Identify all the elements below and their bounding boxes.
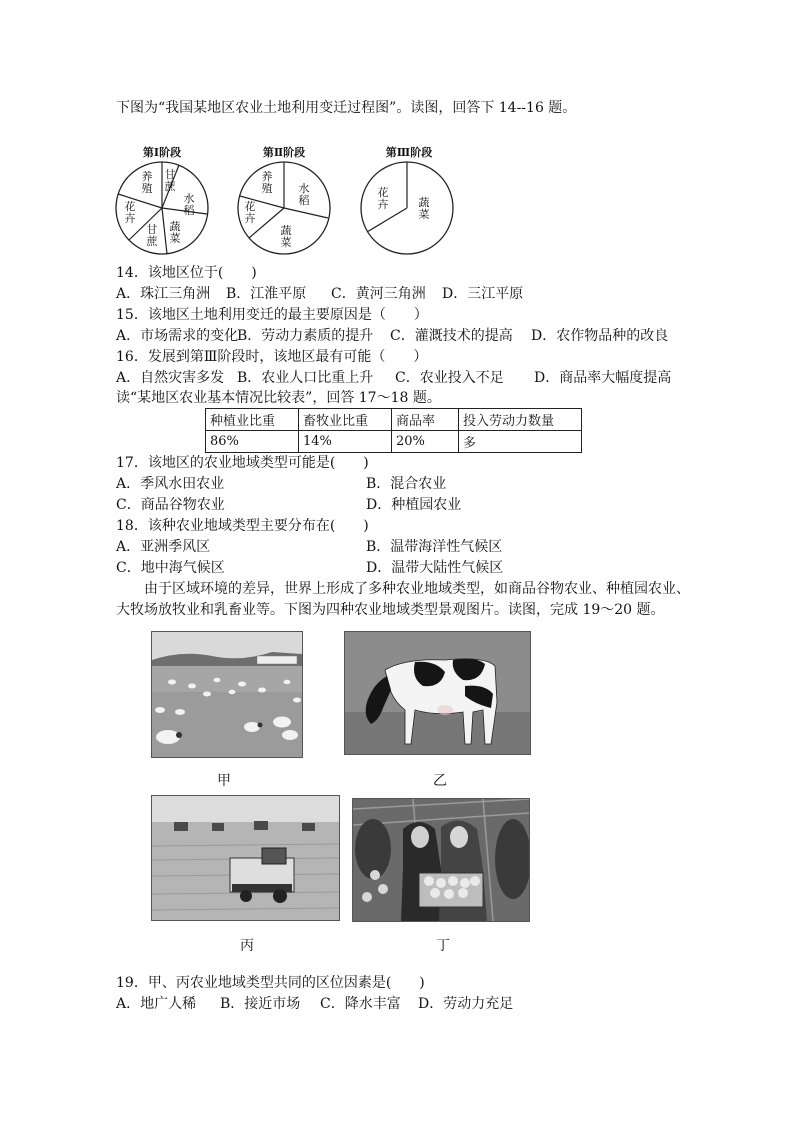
q17-option-c: C．商品谷物农业 (116, 497, 225, 513)
svg-text:稻: 稻 (298, 194, 310, 207)
comparison-table (205, 408, 582, 453)
table-header-row (206, 409, 582, 431)
pie3-title: 第Ⅲ阶段 (385, 146, 433, 159)
q17-option-b: B．混合农业 (366, 476, 447, 492)
table-row (206, 431, 582, 453)
q19-option-a: A．地广人稀 (116, 996, 197, 1012)
svg-text:蔗: 蔗 (146, 235, 158, 248)
q19-option-d: D．劳动力充足 (418, 996, 514, 1012)
q16-option-d: D．商品率大幅度提高 (534, 370, 672, 386)
question-14-options (116, 284, 523, 304)
q15-option-c: C．灌溉技术的提高 (390, 328, 513, 344)
paragraph-line-1: 由于区域环境的差异，世界上形成了多种农业地域类型，如商品谷物农业、种植园农业、 (144, 581, 690, 597)
q18-option-d: D．温带大陆性气候区 (366, 560, 504, 576)
q16-option-c: C．农业投入不足 (395, 370, 504, 386)
pie1-label-shuidao: 水 (183, 192, 195, 205)
table-header-cell: 畜牧业比重 (299, 409, 392, 431)
intro-text-2: 读“某地区农业基本情况比较表”，回答 17～18 题。 (116, 390, 441, 406)
q19-option-b: B．接近市场 (220, 996, 301, 1012)
pie2-label-shuidao: 水 (298, 182, 310, 195)
paragraph-line-2: 大牧场放牧业和乳畜业等。下图为四种农业地域类型景观图片。读图，完成 19～20 题。 (116, 602, 665, 618)
photo-dairy-cow (344, 631, 531, 755)
q18-option-a: A．亚洲季风区 (116, 539, 211, 555)
pie2-title: 第Ⅱ阶段 (262, 146, 306, 159)
q18-option-c: C．地中海气候区 (116, 560, 225, 576)
q17-option-d: D．种植园农业 (366, 497, 462, 513)
q16-option-a: A．自然灾害多发 (116, 370, 225, 386)
q15-option-b: B．劳动力素质的提升 (237, 328, 374, 344)
q18-option-b: B．温带海洋性气候区 (366, 539, 503, 555)
question-18: 18．该种农业地域类型主要分布在( ) (116, 518, 369, 534)
question-19-options (116, 994, 513, 1014)
q17-option-a: A．季风水田农业 (116, 476, 225, 492)
pie1-title: 第Ⅰ阶段 (142, 146, 182, 159)
table-cell: 多 (459, 431, 582, 453)
svg-text:菜: 菜 (280, 236, 292, 249)
photo-combine-harvest (151, 795, 340, 921)
pie3-label-shucai: 蔬 (418, 196, 430, 209)
question-16: 16．发展到第Ⅲ阶段时，该地区最有可能（ ） (116, 349, 428, 365)
q14-option-d: D．三江平原 (442, 286, 524, 302)
pie2-label-yangzhi: 养 (261, 170, 273, 183)
pie2-label-shucai: 蔬 (280, 224, 292, 237)
q14-option-b: B．江淮平原 (226, 286, 307, 302)
q16-option-b: B．农业人口比重上升 (237, 370, 374, 386)
svg-text:菜: 菜 (418, 208, 430, 221)
svg-text:卉: 卉 (244, 212, 256, 225)
svg-text:稻: 稻 (183, 204, 195, 217)
pie-chart-stage-1 (112, 160, 212, 256)
pie1-label-ganzhe-bottom: 甘 (146, 223, 158, 236)
question-15-options (116, 326, 668, 346)
q14-option-c: C．黄河三角洲 (331, 286, 426, 302)
photo-greenhouse-farmers (352, 798, 530, 922)
question-15: 15．该地区土地利用变迁的最主要原因是（ ） (116, 307, 428, 323)
question-14: 14．该地区位于( ) (116, 265, 257, 281)
svg-text:菜: 菜 (169, 232, 181, 245)
pie2-label-huahui: 花 (244, 200, 256, 213)
q14-option-a: A．珠江三角洲 (116, 286, 211, 302)
caption-bing: 丙 (240, 938, 254, 954)
q15-option-d: D．农作物品种的改良 (531, 328, 669, 344)
pie3-label-huahui: 花 (377, 186, 389, 199)
svg-text:殖: 殖 (141, 182, 153, 195)
pie1-label-ganzhe-top: 甘 (164, 168, 176, 181)
question-16-options (116, 368, 671, 388)
pie-chart-stage-2 (234, 160, 334, 256)
intro-text: 下图为“我国某地区农业土地利用变迁过程图”。读图，回答下 14--16 题。 (116, 100, 577, 116)
photo-sheep-pasture (151, 631, 303, 758)
svg-text:蔗: 蔗 (164, 180, 176, 193)
question-19: 19．甲、丙农业地域类型共同的区位因素是( ) (116, 975, 425, 991)
question-17: 17．该地区的农业地域类型可能是( ) (116, 455, 369, 471)
table-cell: 20% (392, 431, 459, 453)
pie1-label-huahui: 花 (124, 200, 136, 213)
svg-text:殖: 殖 (261, 182, 273, 195)
table-header-cell: 投入劳动力数量 (459, 409, 582, 431)
table-header-cell: 商品率 (392, 409, 459, 431)
table-header-cell: 种植业比重 (206, 409, 299, 431)
pie1-label-shucai: 蔬 (169, 220, 181, 233)
svg-text:卉: 卉 (377, 198, 389, 211)
table-cell: 86% (206, 431, 299, 453)
caption-jia: 甲 (217, 773, 231, 789)
caption-ding: 丁 (436, 938, 450, 954)
pie-chart-stage-3 (357, 160, 457, 256)
q19-option-c: C．降水丰富 (320, 996, 401, 1012)
q15-option-a: A．市场需求的变化 (116, 328, 239, 344)
pie1-label-yangzhi: 养 (141, 170, 153, 183)
caption-yi: 乙 (433, 773, 447, 789)
svg-text:卉: 卉 (124, 212, 136, 225)
table-cell: 14% (299, 431, 392, 453)
